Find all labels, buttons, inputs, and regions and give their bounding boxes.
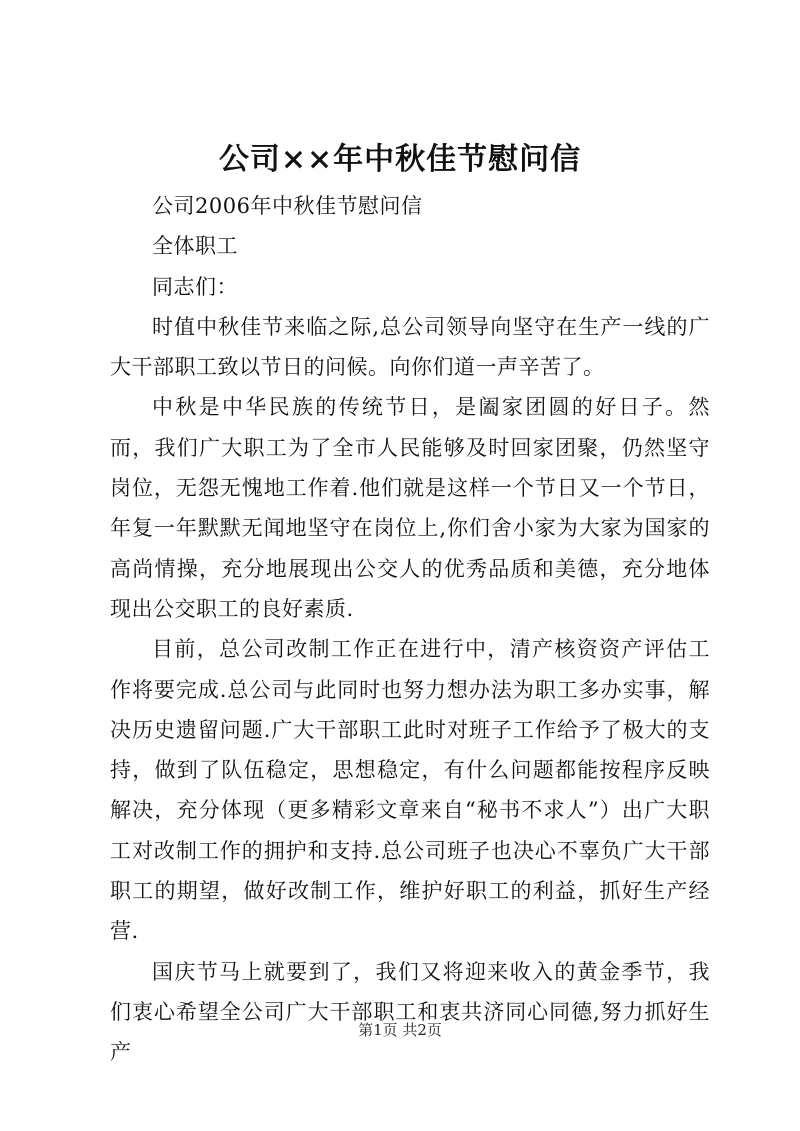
body-paragraph: 目前，总公司改制工作正在进行中，清产核资资产评估工作将要完成.总公司与此同时也努力想办法为职工多办实事，解决历史遗留问题.广大干部职工此时对班子工作给予了极大的支持，做到了队伍稳定，思想稳定，有什么问题都能按程序反映解决，充分体现（更多精彩文章来自“秘书不求人”）出广大职工对改制工作的拥护和支持.总公司班子也决心不辜负广大干部职工的期望，做好改制工作，维护好职工的利益，抓好生产经营. bbox=[110, 637, 710, 944]
page-footer: 第1页 共2页 bbox=[358, 1021, 442, 1039]
letter-body bbox=[110, 186, 710, 1073]
recipient-paragraph: 全体职工 bbox=[152, 234, 238, 259]
body-paragraph: 国庆节马上就要到了，我们又将迎来收入的黄金季节，我们衷心希望全公司广大干部职工和衷共济同心同德,努力抓好生产 bbox=[110, 959, 710, 1065]
subtitle-paragraph: 公司2006年中秋佳节慰问信 bbox=[152, 194, 423, 218]
body-paragraph: 时值中秋佳节来临之际,总公司领导向坚守在生产一线的广大干部职工致以节日的问候。向你们道一声辛苦了。 bbox=[110, 314, 710, 380]
salutation-paragraph: 同志们： bbox=[152, 274, 238, 299]
body-paragraph: 中秋是中华民族的传统节日，是阖家团圆的好日子。然而，我们广大职工为了全市人民能够及时回家团聚，仍然坚守岗位，无怨无愧地工作着.他们就是这样一个节日又一个节日，年复一年默默无闻地坚守在岗位上,你们舍小家为大家为国家的高尚情操，充分地展现出公交人的优秀品质和美德，充分地体现出公交职工的良好素质. bbox=[110, 395, 710, 621]
page-title: 公司××年中秋佳节慰问信 bbox=[218, 142, 582, 177]
